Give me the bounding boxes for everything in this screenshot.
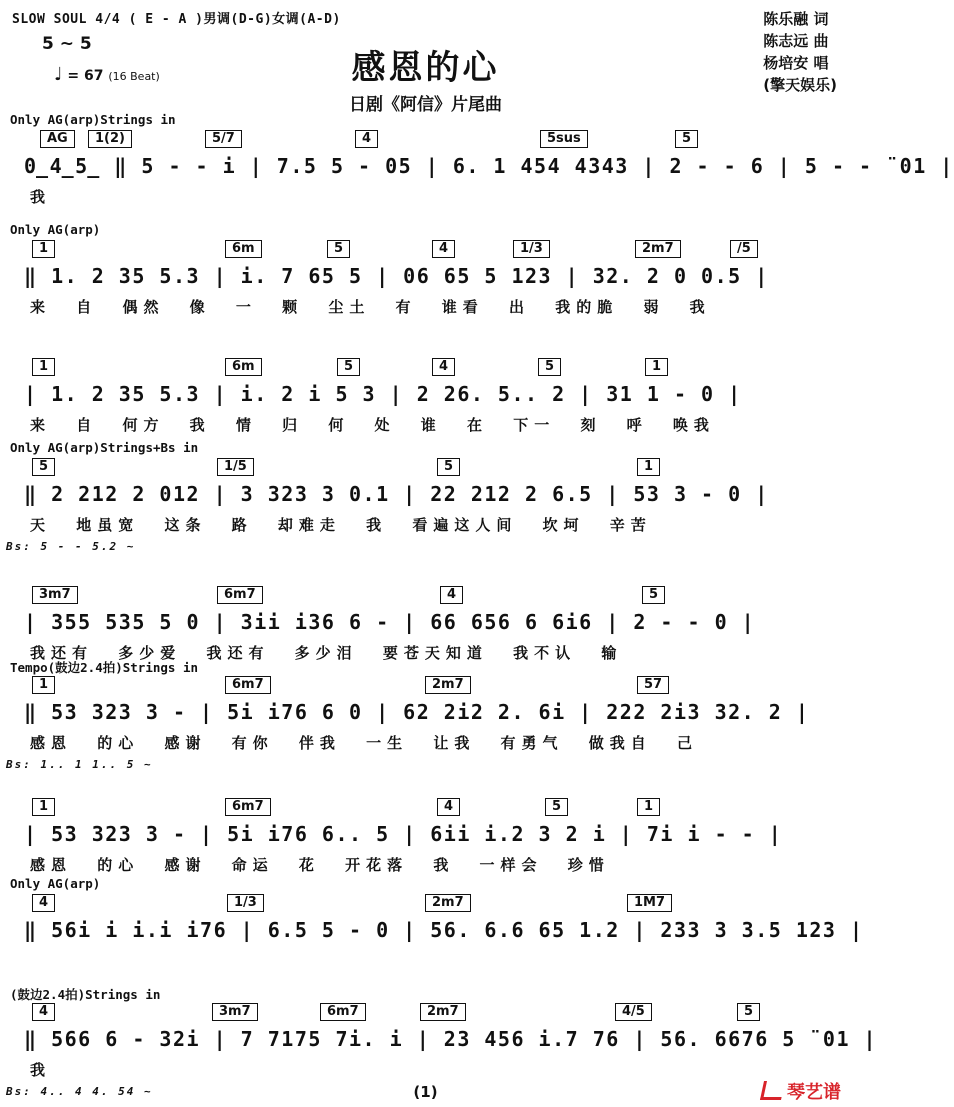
- chord-symbol: /5: [730, 240, 758, 258]
- chord-symbol: 4: [32, 894, 55, 912]
- credit-composer: 陈志远 曲: [763, 32, 829, 50]
- bass-line: Bs: 1.. 1 1.. 5 ~: [6, 758, 153, 771]
- score-system: [0, 222, 851, 332]
- chord-row: [0, 240, 851, 264]
- lyrics-line: 来 自 偶然 像 一 颗 尘土 有 谁看 出 我的脆 弱 我: [30, 298, 711, 316]
- chord-symbol: 1M7: [627, 894, 672, 912]
- lyrics-line: 天 地虽宽 这条 路 却难走 我 看遍这人间 坎坷 辛苦: [30, 516, 652, 534]
- score-system: [0, 985, 878, 1098]
- chord-symbol: 2m7: [420, 1003, 466, 1021]
- chord-row: [0, 676, 851, 700]
- chord-symbol: 4: [440, 586, 463, 604]
- lyrics-line: 感恩 的心 感谢 有你 伴我 一生 让我 有勇气 做我自 己: [30, 734, 699, 752]
- chord-symbol: 3m7: [212, 1003, 258, 1021]
- chord-symbol: 2m7: [425, 676, 471, 694]
- score-system: [0, 112, 954, 222]
- notation-line: | 53 323 3 - | 5i i76 6.. 5 | 6ii i.2 3 2 i | 7i i - - |: [24, 822, 783, 846]
- chord-symbol: 1/3: [513, 240, 550, 258]
- chord-symbol: 4: [432, 358, 455, 376]
- chord-symbol: 5sus: [540, 130, 588, 148]
- song-meta: SLOW SOUL 4/4 ( E - A )男调(D-G)女调(A-D): [12, 12, 341, 27]
- section-label: Only AG(arp): [10, 222, 101, 237]
- page-number: (1): [413, 1083, 438, 1101]
- chord-symbol: 3m7: [32, 586, 78, 604]
- chord-symbol: 4: [432, 240, 455, 258]
- score-system: [0, 658, 851, 771]
- chord-row: [0, 458, 851, 482]
- chord-row: [0, 586, 851, 610]
- chord-symbol: 5: [337, 358, 360, 376]
- chord-symbol: 6m7: [217, 586, 263, 604]
- chord-symbol: 1: [32, 676, 55, 694]
- chord-symbol: 5: [327, 240, 350, 258]
- chord-row: [0, 894, 851, 918]
- credit-lyricist: 陈乐融 词: [763, 10, 829, 28]
- chord-symbol: 5: [538, 358, 561, 376]
- chord-row: [0, 1003, 851, 1027]
- score-system: [0, 780, 851, 890]
- section-label: (鼓边2.4拍)Strings in: [10, 987, 161, 1002]
- chord-symbol: 1: [32, 240, 55, 258]
- notation-line: ‖ 1. 2 35 5.3 | i. 7 65 5 | 06 65 5 123 | 32. 2 0 0.5 |: [24, 264, 769, 288]
- watermark-text: 琴艺谱: [787, 1082, 841, 1103]
- credits: [763, 8, 837, 96]
- chord-symbol: AG: [40, 130, 75, 148]
- chord-symbol: 1/5: [217, 458, 254, 476]
- tempo-value: = 67: [67, 68, 104, 84]
- chord-symbol: 6m: [225, 240, 262, 258]
- notation-line: ‖ 2 212 2 012 | 3 323 3 0.1 | 22 212 2 6.5 | 53 3 - 0 |: [24, 482, 769, 506]
- chord-row: [0, 798, 851, 822]
- notation-line: ‖ 56i i i.i i76 | 6.5 5 - 0 | 56. 6.6 65 1.2 | 233 3 3.5 123 |: [24, 918, 864, 942]
- score-system: [0, 440, 851, 553]
- notation-line: ‖ 53 323 3 - | 5i i76 6 0 | 62 2i2 2. 6i | 222 2i3 32. 2 |: [24, 700, 810, 724]
- chord-symbol: 4: [355, 130, 378, 148]
- chord-symbol: 1(2): [88, 130, 132, 148]
- chord-symbol: 1: [645, 358, 668, 376]
- tempo-beat: (16 Beat): [108, 70, 160, 83]
- vocal-range: 5 ~ 5: [42, 34, 92, 54]
- lyrics-line: 我: [30, 188, 52, 206]
- chord-symbol: 6m7: [320, 1003, 366, 1021]
- chord-symbol: 5/7: [205, 130, 242, 148]
- chord-symbol: 5: [675, 130, 698, 148]
- section-label: Only AG(arp)Strings in: [10, 112, 176, 127]
- chord-symbol: 1/3: [227, 894, 264, 912]
- chord-symbol: 4/5: [615, 1003, 652, 1021]
- chord-symbol: 1: [32, 798, 55, 816]
- section-label: Tempo(鼓边2.4拍)Strings in: [10, 660, 199, 675]
- chord-symbol: 6m: [225, 358, 262, 376]
- chord-symbol: 1: [32, 358, 55, 376]
- chord-symbol: 6m7: [225, 798, 271, 816]
- notation-line: | 1. 2 35 5.3 | i. 2 i 5 3 | 2 26. 5.. 2 | 31 1 - 0 |: [24, 382, 742, 406]
- chord-symbol: 4: [32, 1003, 55, 1021]
- bass-line: Bs: 4.. 4 4. 54 ~: [6, 1085, 153, 1098]
- section-label: Only AG(arp): [10, 876, 101, 891]
- chord-symbol: 5: [545, 798, 568, 816]
- chord-symbol: 5: [437, 458, 460, 476]
- lyrics-line: 感恩 的心 感谢 命运 花 开花落 我 一样会 珍惜: [30, 856, 610, 874]
- chord-symbol: 6m7: [225, 676, 271, 694]
- score-system: [0, 876, 864, 986]
- chord-symbol: 5: [737, 1003, 760, 1021]
- chord-symbol: 4: [437, 798, 460, 816]
- chord-symbol: 2m7: [425, 894, 471, 912]
- lyrics-line: 我: [30, 1061, 52, 1079]
- page-title: 感恩的心: [351, 48, 500, 88]
- chord-row: [0, 358, 851, 382]
- chord-symbol: 5: [642, 586, 665, 604]
- section-label: Only AG(arp)Strings+Bs in: [10, 440, 199, 455]
- credit-label: (擎天娱乐): [763, 76, 837, 94]
- score-system: [0, 340, 851, 450]
- chord-symbol: 2m7: [635, 240, 681, 258]
- chord-symbol: 1: [637, 458, 660, 476]
- bass-line: Bs: 5 - - 5.2 ~: [6, 540, 136, 553]
- chord-symbol: 5: [32, 458, 55, 476]
- lyrics-line: 我还有 多少爱 我还有 多少泪 要苍天知道 我不认 输: [30, 644, 623, 662]
- lyrics-line: 来 自 何方 我 情 归 何 处 谁 在 下一 刻 呼 唤我: [30, 416, 715, 434]
- credit-singer: 杨培安 唱: [763, 54, 829, 72]
- quarter-note-icon: ♩: [54, 64, 63, 85]
- page-subtitle: 日剧《阿信》片尾曲: [349, 95, 502, 115]
- watermark-logo-icon: [760, 1081, 785, 1100]
- chord-symbol: 57: [637, 676, 669, 694]
- chord-symbol: 1: [637, 798, 660, 816]
- notation-line: 0̲4̲5̲ ‖ 5 - - i | 7.5 5 - 05 | 6. 1 454 4343 | 2 - - 6 | 5 - - ¨01 |: [24, 154, 954, 178]
- chord-row: [0, 130, 851, 154]
- notation-line: ‖ 566 6 - 32i | 7 7175 7i. i | 23 456 i.7 76 | 56. 6676 5 ¨01 |: [24, 1027, 878, 1051]
- notation-line: | 355 535 5 0 | 3ii i36 6 - | 66 656 6 6i6 | 2 - - 0 |: [24, 610, 756, 634]
- watermark: [762, 1078, 841, 1104]
